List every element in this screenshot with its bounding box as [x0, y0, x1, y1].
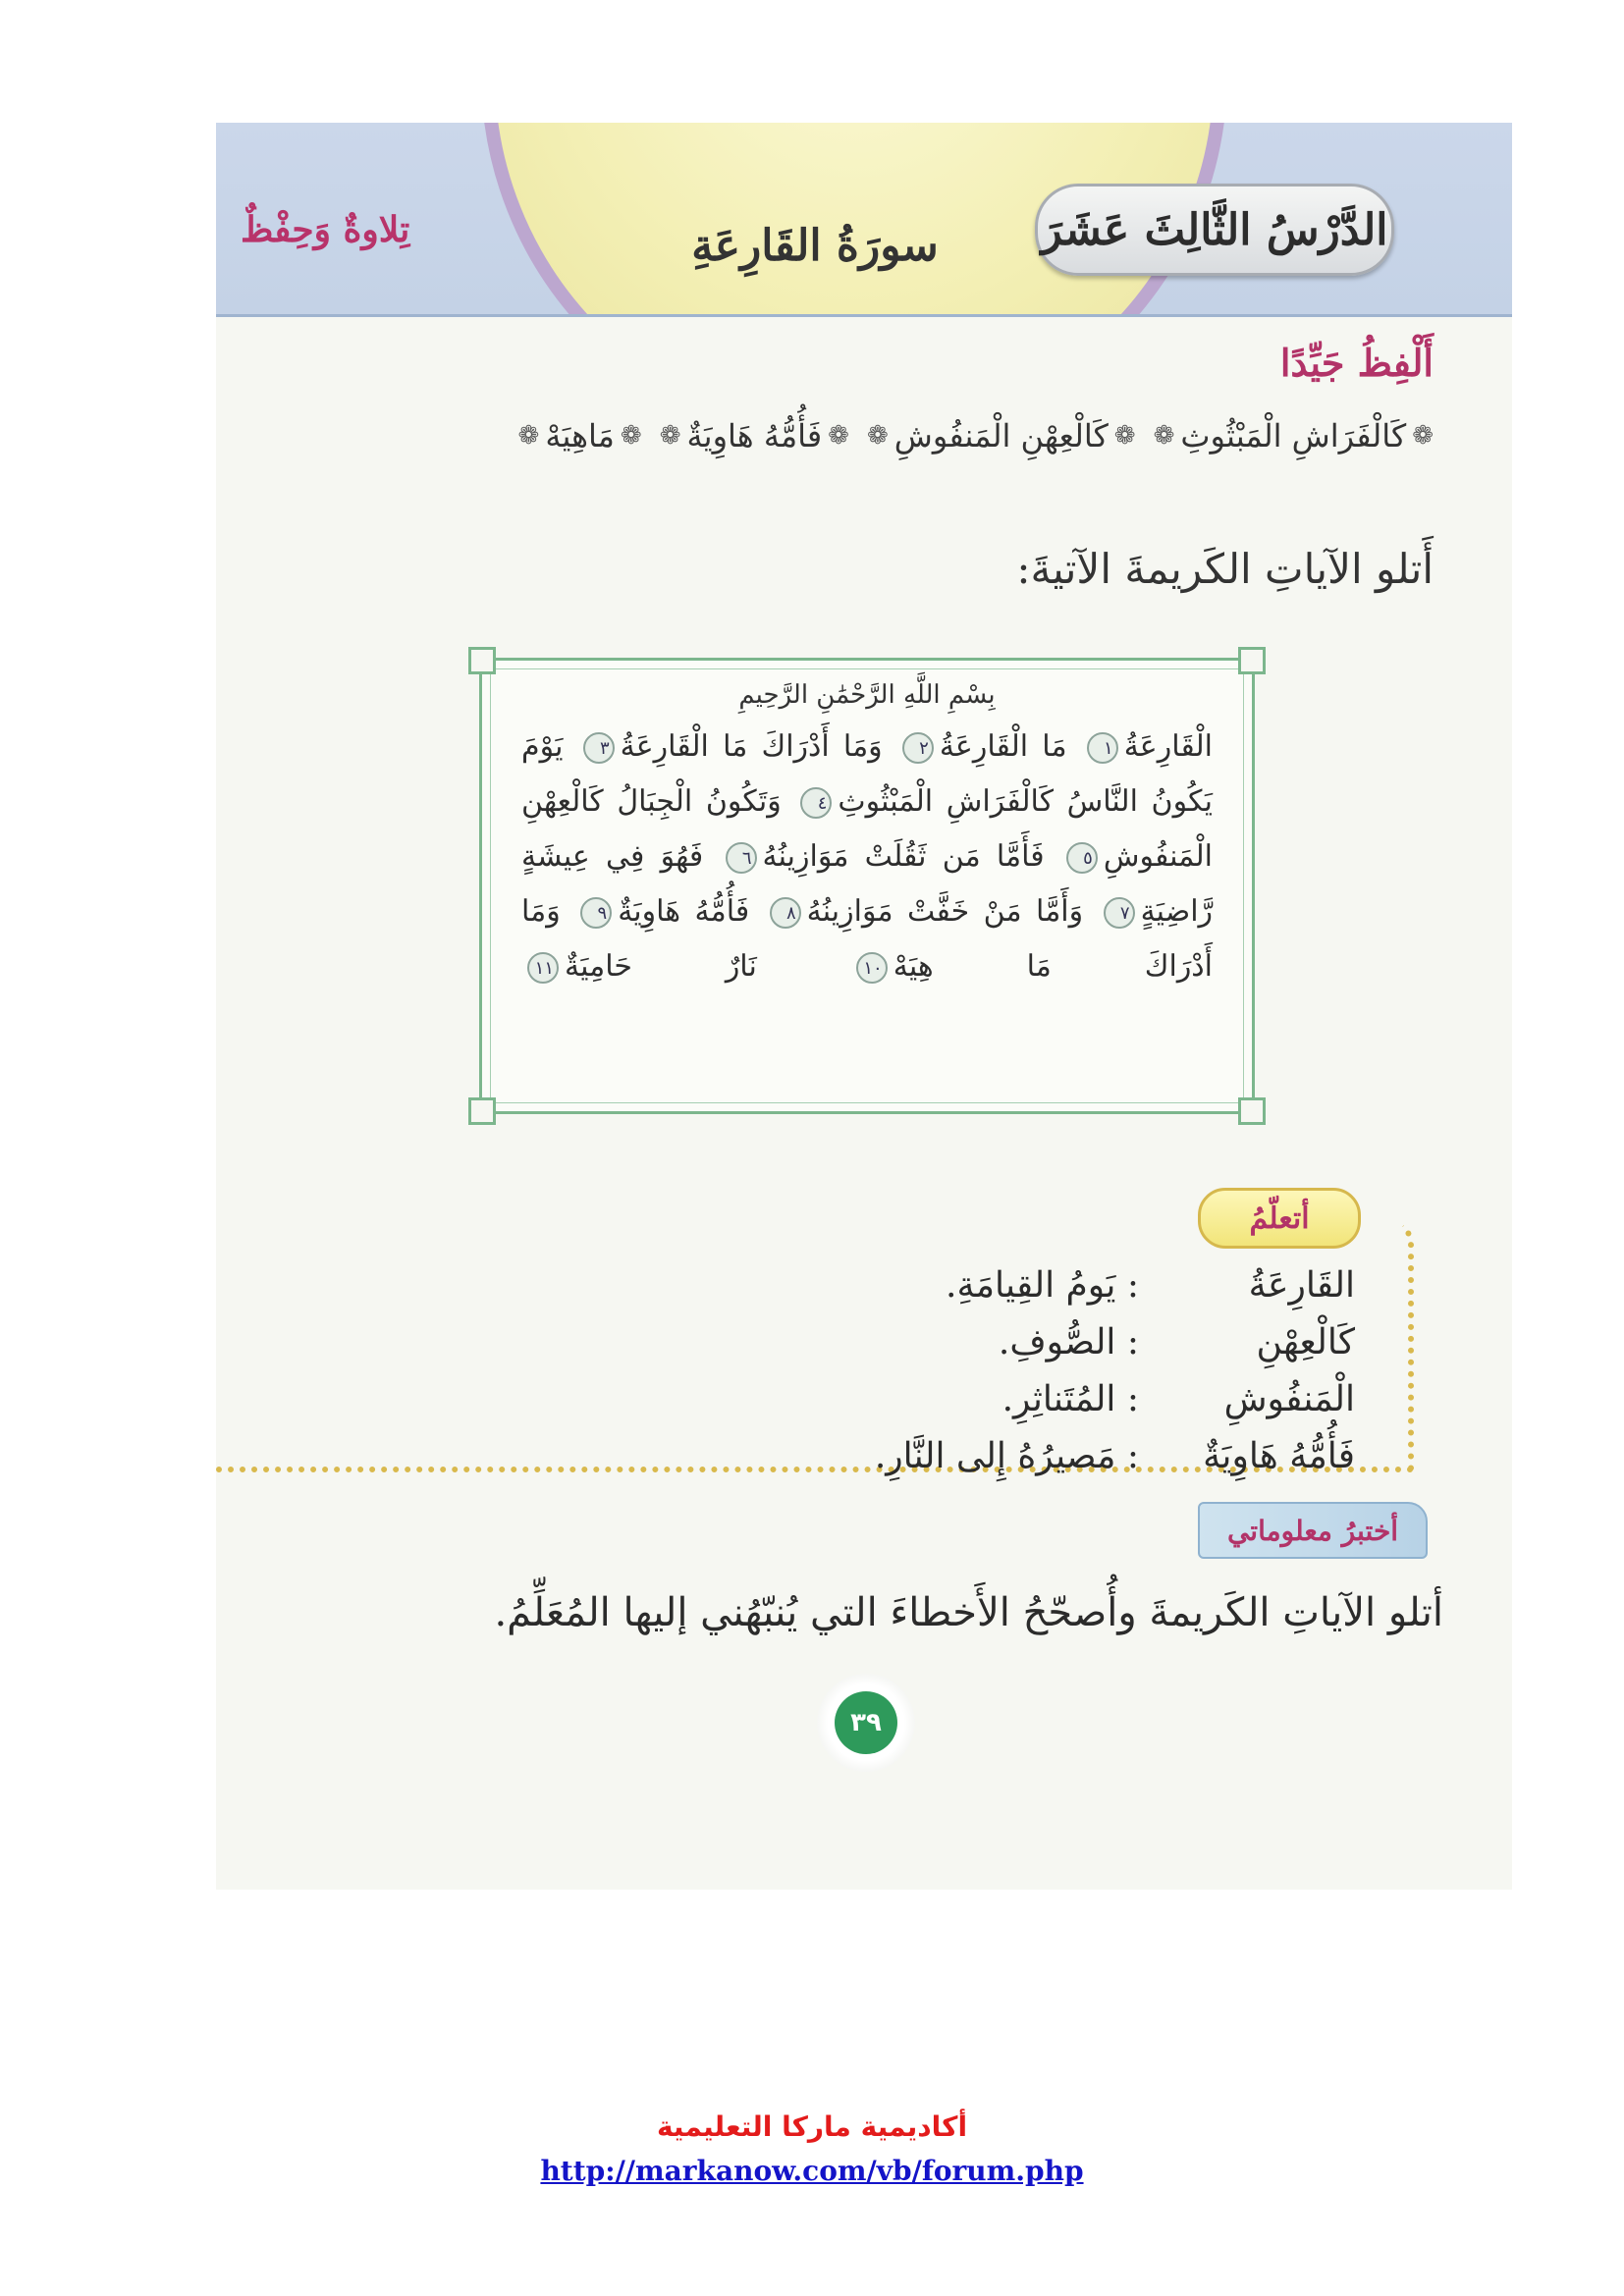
- frame-corner-ornament: [1238, 647, 1266, 674]
- verse-text: وَتَكُونُ الْجِبَالُ كَالْعِهْنِ الْمَنفُوشِ: [521, 784, 1213, 874]
- frame-corner-ornament: [468, 647, 496, 674]
- glossary-list: [766, 1256, 1355, 1484]
- pronounce-title: أَلْفِظُ جَيِّدًا: [1279, 341, 1434, 385]
- surah-title: سورَةُ القَارِعَةِ: [691, 221, 939, 271]
- glossary-term: فَأُمُّهُ هَاوِيَةٌ: [1203, 1435, 1355, 1476]
- glossary-definition: : المُتَناثِرِ.: [1001, 1378, 1139, 1419]
- ayah-number-icon: ١: [1087, 732, 1118, 764]
- verse-text: وَمَا أَدْرَاكَ مَا الْقَارِعَةُ: [620, 729, 883, 764]
- word-item: [518, 417, 642, 454]
- footer-link[interactable]: http://markanow.com/vb/forum.php: [540, 2155, 1084, 2187]
- ayah-number-icon: ٩: [580, 897, 612, 929]
- flower-ornament-icon: ❁: [659, 421, 681, 451]
- ayah-number-icon: ٣: [583, 732, 615, 764]
- word-item: [660, 417, 849, 454]
- glossary-term: كَالْعِهْنِ: [1256, 1321, 1355, 1362]
- page-number: ٣٩: [835, 1691, 897, 1754]
- textbook-page: [216, 123, 1512, 1890]
- flower-ornament-icon: ❁: [866, 421, 889, 451]
- quran-frame: [479, 658, 1255, 1114]
- verse-text: نَارٌ حَامِيَةٌ: [565, 949, 757, 984]
- ayah-number-icon: ٧: [1104, 897, 1135, 929]
- frame-corner-ornament: [468, 1097, 496, 1125]
- verse-text: يَوْمَ يَكُونُ النَّاسُ كَالْفَرَاشِ الْمَبْثُوثِ: [521, 729, 1213, 819]
- ayah-number-icon: ١١: [527, 952, 559, 984]
- glossary-term: القَارِعَةُ: [1248, 1264, 1355, 1306]
- verse-text: مَا الْقَارِعَةُ: [939, 729, 1067, 764]
- learn-box: [216, 1173, 1414, 1476]
- ayah-number-icon: ٥: [1066, 842, 1098, 874]
- ayah-number-icon: ٨: [770, 897, 801, 929]
- ayah-number-icon: ٦: [726, 842, 757, 874]
- flower-ornament-icon: ❁: [620, 421, 642, 451]
- flower-ornament-icon: ❁: [1113, 421, 1136, 451]
- glossary-definition: : مَصيرُهُ إِلى النَّارِ.: [874, 1435, 1139, 1476]
- page-header: [216, 123, 1512, 317]
- word-text: مَاهِيَهْ: [545, 417, 615, 454]
- word-text: كَالْعِهْنِ الْمَنفُوشِ: [893, 417, 1109, 454]
- section-tag: تِلاوةٌ وَحِفْظٌ: [241, 209, 410, 250]
- pronounce-words: [304, 417, 1434, 454]
- ayah-number-icon: ٢: [902, 732, 934, 764]
- ayah-number-icon: ٤: [800, 787, 832, 819]
- glossary-term: الْمَنفُوشِ: [1223, 1378, 1355, 1419]
- page-number-badge: [817, 1674, 915, 1772]
- glossary-row: [766, 1313, 1355, 1370]
- lesson-label: الدَّرْسُ الثَّالِثَ عَشَرَ: [1035, 184, 1394, 276]
- glossary-row: [766, 1427, 1355, 1484]
- verse-text: فَأُمُّهُ هَاوِيَةٌ: [618, 894, 750, 929]
- flower-ornament-icon: ❁: [1153, 421, 1175, 451]
- word-item: [1154, 417, 1434, 454]
- glossary-definition: : الصُّوفِ.: [998, 1321, 1139, 1362]
- learn-tag: أتعلّمُ: [1198, 1188, 1361, 1249]
- word-text: كَالْفَرَاشِ الْمَبْثُوثِ: [1180, 417, 1407, 454]
- verse-text: وَمَا أَدْرَاكَ مَا هِيَهْ: [521, 894, 1213, 984]
- verse-text: وَأَمَّا مَنْ خَفَّتْ مَوَازِينُهُ: [806, 894, 1084, 929]
- verse-text: فَهُوَ فِي عِيشَةٍ رَّاضِيَةٍ: [521, 839, 1214, 929]
- footer-academy-name: أكاديمية ماركا التعليمية: [656, 2110, 968, 2143]
- quran-verses: [521, 720, 1213, 994]
- verse-text: فَأَمَّا مَن ثَقُلَتْ مَوَازِينُهُ: [762, 839, 1045, 874]
- word-item: [867, 417, 1136, 454]
- glossary-row: [766, 1256, 1355, 1313]
- verse-text: الْقَارِعَةُ: [1123, 729, 1213, 764]
- basmala: بِسْمِ اللَّهِ الرَّحْمَٰنِ الرَّحِيمِ: [738, 680, 996, 710]
- test-tag: أختبرُ معلوماتي: [1198, 1502, 1428, 1559]
- word-text: فَأُمُّهُ هَاوِيَةٌ: [686, 417, 823, 454]
- frame-corner-ornament: [1238, 1097, 1266, 1125]
- glossary-definition: : يَومُ القِيامَةِ.: [946, 1264, 1139, 1306]
- recite-instruction: أَتلو الآياتِ الكَريمةَ الآتيةَ:: [1016, 545, 1434, 593]
- test-instruction: أتلو الآياتِ الكَريمةَ وأُصحّحُ الأَخطاءَ التي يُنبّهُني إليها المُعَلِّمُ.: [494, 1590, 1443, 1635]
- ayah-number-icon: ١٠: [856, 952, 888, 984]
- flower-ornament-icon: ❁: [1412, 421, 1434, 451]
- flower-ornament-icon: ❁: [828, 421, 849, 451]
- flower-ornament-icon: ❁: [517, 421, 540, 451]
- glossary-row: [766, 1370, 1355, 1427]
